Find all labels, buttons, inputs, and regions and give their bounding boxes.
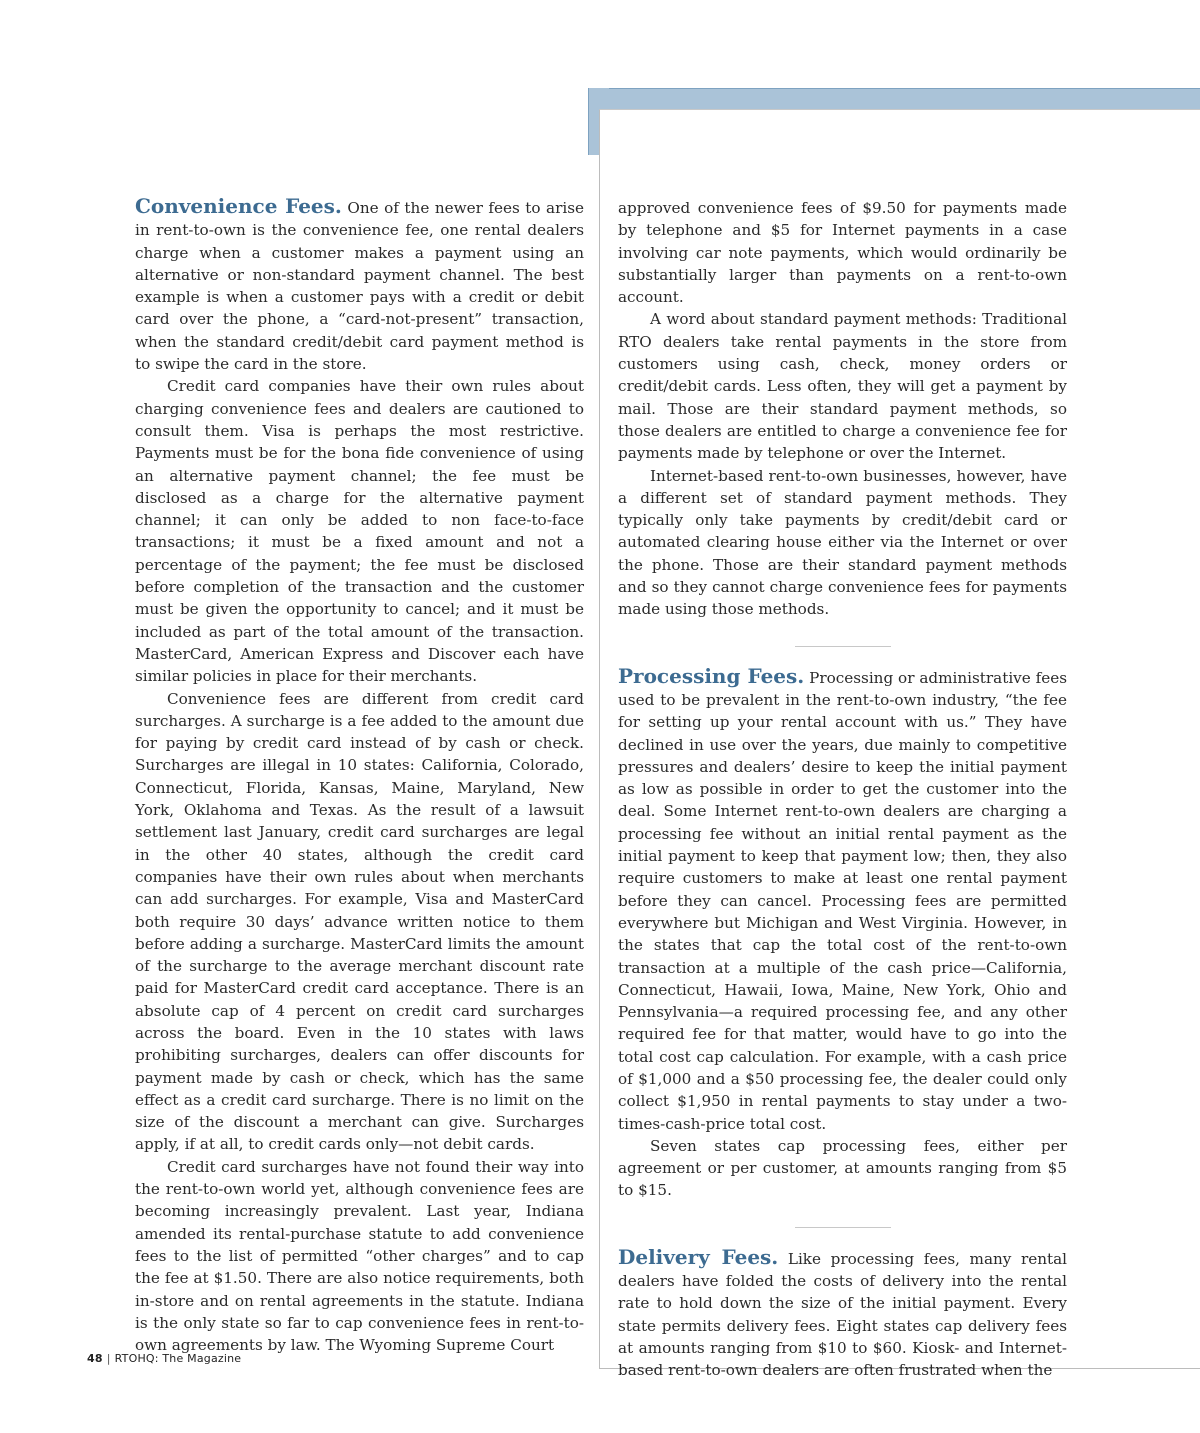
convenience-fees-intro [135,195,584,375]
section-divider [795,646,891,647]
decorative-header-bar [588,88,1200,109]
processing-fees-heading: Processing Fees. [618,663,805,688]
convenience-fees-lead: One of the newer fees to arise in rent-to-own is the convenience fee, one rental dealers charge when a customer makes a payment using an alternative or non-standard payment channel. The best example is when a customer pays with a credit or debit card over the phone, a “card-not-present” transaction, when the standard credit/debit card payment method is to swipe the card in the store. [135,199,584,374]
page-footer [87,1352,241,1365]
delivery-fees-intro [618,1246,1067,1382]
continued-paragraph: approved convenience fees of $9.50 for payments made by telephone and $5 for Internet payments in a case involving car note payments, which would ordinarily be substantially larger than payments on a rent-to-own account. [618,199,1067,307]
processing-fees-lead: Processing or administrative fees used to be prevalent in the rent-to-own industry, “the fee for setting up your rental account with us.” They have declined in use over the years, due mainly to competitive pressures and dealers’ desire to keep the initial payment as low as possible in order to get the customer into the deal. Some Internet rent-to-own dealers are charging a processing fee without an initial rental payment as the initial payment to keep that payment low; then, they also require customers to make at least one rental payment before they can cancel. Processing fees are permitted everywhere but Michigan and West Virginia. However, in the states that cap the total cost of the rent-to-own transaction at a multiple of the cash price—California, Connecticut, Hawaii, Iowa, Maine, New York, Ohio and Pennsylvania—a required processing fee, and any other required fee for that matter, would have to go into the total cost cap calculation. For example, with a cash price of $1,000 and a $50 processing fee, the dealer could only collect $1,950 in rental payments to stay under a two-times-cash-price total cost. [618,668,1067,1133]
publication-name: RTOHQ: The Magazine [114,1352,242,1365]
body-paragraph: Seven states cap processing fees, either per agreement or per customer, at amounts ranging from $5 to $15. [618,1136,1067,1200]
footer-separator: | [106,1352,111,1365]
right-column [618,197,1067,1382]
convenience-fees-heading: Convenience Fees. [135,194,342,218]
section-divider [795,1227,891,1228]
body-paragraph: A word about standard payment methods: Traditional RTO dealers take rental payments in the store from customers using cash, check, money orders or credit/debit cards. Less often, they will get a payment by mail. Those are their standard payment methods, so those dealers are entitled to charge a convenience fee for payments made by telephone or over the Internet. [618,310,1067,463]
body-paragraph: Credit card surcharges have not found their way into the rent-to-own world yet, although convenience fees are becoming increasingly prevalent. Last year, Indiana amended its rental-purchase statute to add convenience fees to the list of permitted “other charges” and to cap the fee at $1.50. There are also notice requirements, both in-store and on rental agreements in the statute. Indiana is the only state so far to cap convenience fees in rent-to-own agreements by law. The Wyoming Supreme Court [135,1157,584,1355]
page-number: 48 [87,1352,103,1365]
body-paragraph: Internet-based rent-to-own businesses, however, have a different set of standard payment methods. They typically only take payments by credit/debit card or automated clearing house either via the Internet or over the phone. Those are their standard payment methods and so they cannot charge convenience fees for payments made using those methods. [618,466,1067,619]
delivery-fees-lead: Like processing fees, many rental dealers have folded the costs of delivery into the rental rate to hold down the size of the initial payment. Every state permits delivery fees. Eight states cap delivery fees at amounts ranging from $10 to $60. Kiosk- and Internet-based rent-to-own dealers are often frustrated when the [618,1249,1068,1380]
body-paragraph: Credit card companies have their own rules about charging convenience fees and dealers are cautioned to consult them. Visa is perhaps the most restrictive. Payments must be for the bona fide convenience of using an alternative payment channel; the fee must be disclosed as a charge for the alternative payment channel; it can only be added to non face-to-face transactions; it must be a fixed amount and not a percentage of the payment; the fee must be disclosed before completion of the transaction and the customer must be given the opportunity to cancel; and it must be included as part of the total amount of the transaction. MasterCard, American Express and Discover each have similar policies in place for their merchants. [135,377,584,686]
delivery-fees-heading: Delivery Fees. [618,1244,779,1269]
left-column [135,195,584,1356]
processing-fees-intro [618,665,1067,1135]
body-paragraph: Convenience fees are different from credit card surcharges. A surcharge is a fee added to the amount due for paying by credit card instead of by cash or check. Surcharges are illegal in 10 states: California, Colorado, Connecticut, Florida, Kansas, Maine, Maryland, New York, Oklahoma and Texas. As the result of a lawsuit settlement last January, credit card surcharges are legal in the other 40 states, although the credit card companies have their own rules about when merchants can add surcharges. For example, Visa and MasterCard both require 30 days’ advance written notice to them before adding a surcharge. MasterCard limits the amount of the surcharge to the average merchant discount rate paid for MasterCard credit card acceptance. There is an absolute cap of 4 percent on credit card surcharges across the board. Even in the 10 states with laws prohibiting surcharges, dealers can offer discounts for payment made by cash or check, which has the same effect as a credit card surcharge. There is no limit on the size of the discount a merchant can give. Surcharges apply, if at all, to credit cards only—not debit cards. [135,689,584,1154]
